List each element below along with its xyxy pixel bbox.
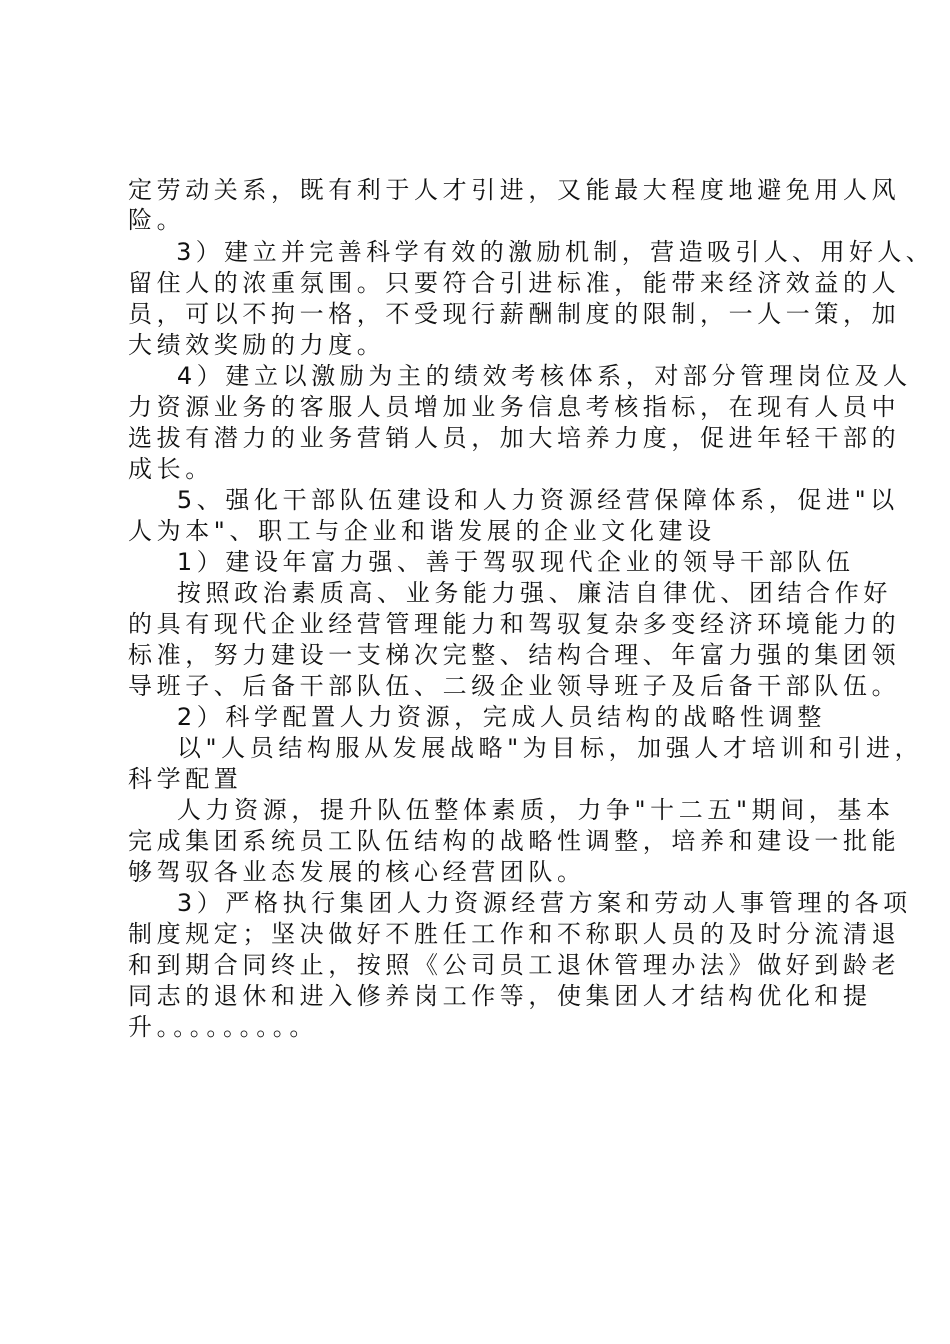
text-line: 员，可以不拘一格，不受现行薪酬制度的限制，一人一策，加 bbox=[128, 300, 901, 328]
text-line: 成长。 bbox=[128, 455, 214, 483]
text-line: 按照政治素质高、业务能力强、廉洁自律优、团结合作好 bbox=[128, 579, 892, 607]
text-line: 力资源业务的客服人员增加业务信息考核指标，在现有人员中 bbox=[128, 393, 901, 421]
text-line: 5、强化干部队伍建设和人力资源经营保障体系，促进"以 bbox=[128, 486, 899, 514]
text-line: 标准，努力建设一支梯次完整、结构合理、年富力强的集团领 bbox=[128, 641, 901, 669]
text-line: 以"人员结构服从发展战略"为目标，加强人才培训和引进， bbox=[128, 734, 924, 762]
text-line: 2）科学配置人力资源，完成人员结构的战略性调整 bbox=[128, 703, 826, 731]
text-line: 科学配置 bbox=[128, 765, 243, 793]
text-line: 3）严格执行集团人力资源经营方案和劳动人事管理的各项 bbox=[128, 889, 912, 917]
text-line: 险。 bbox=[128, 206, 186, 234]
text-line: 和到期合同终止，按照《公司员工退休管理办法》做好到龄老 bbox=[128, 951, 901, 979]
text-line: 1）建设年富力强、善于驾驭现代企业的领导干部队伍 bbox=[128, 548, 855, 576]
text-line: 够驾驭各业态发展的核心经营团队。 bbox=[128, 858, 586, 886]
text-line: 人为本"、职工与企业和谐发展的企业文化建设 bbox=[128, 517, 716, 545]
text-line: 制度规定；坚决做好不胜任工作和不称职人员的及时分流清退 bbox=[128, 920, 901, 948]
text-line: 定劳动关系，既有利于人才引进，又能最大程度地避免用人风 bbox=[128, 176, 901, 204]
text-line: 同志的退休和进入修养岗工作等，使集团人才结构优化和提 bbox=[128, 982, 872, 1010]
text-line: 大绩效奖励的力度。 bbox=[128, 331, 386, 359]
text-line: 3）建立并完善科学有效的激励机制，营造吸引人、用好人、 bbox=[128, 238, 935, 266]
text-line: 4）建立以激励为主的绩效考核体系，对部分管理岗位及人 bbox=[128, 362, 912, 390]
text-line: 的具有现代企业经营管理能力和驾驭复杂多变经济环境能力的 bbox=[128, 610, 901, 638]
text-line: 导班子、后备干部队伍、二级企业领导班子及后备干部队伍。 bbox=[128, 672, 901, 700]
text-line: 升。。。。。。。。。 bbox=[128, 1013, 318, 1041]
text-line: 人力资源，提升队伍整体素质，力争"十二五"期间，基本 bbox=[128, 796, 895, 824]
text-line: 留住人的浓重氛围。只要符合引进标准，能带来经济效益的人 bbox=[128, 269, 901, 297]
text-line: 完成集团系统员工队伍结构的战略性调整，培养和建设一批能 bbox=[128, 827, 901, 855]
text-line: 选拔有潜力的业务营销人员，加大培养力度，促进年轻干部的 bbox=[128, 424, 901, 452]
